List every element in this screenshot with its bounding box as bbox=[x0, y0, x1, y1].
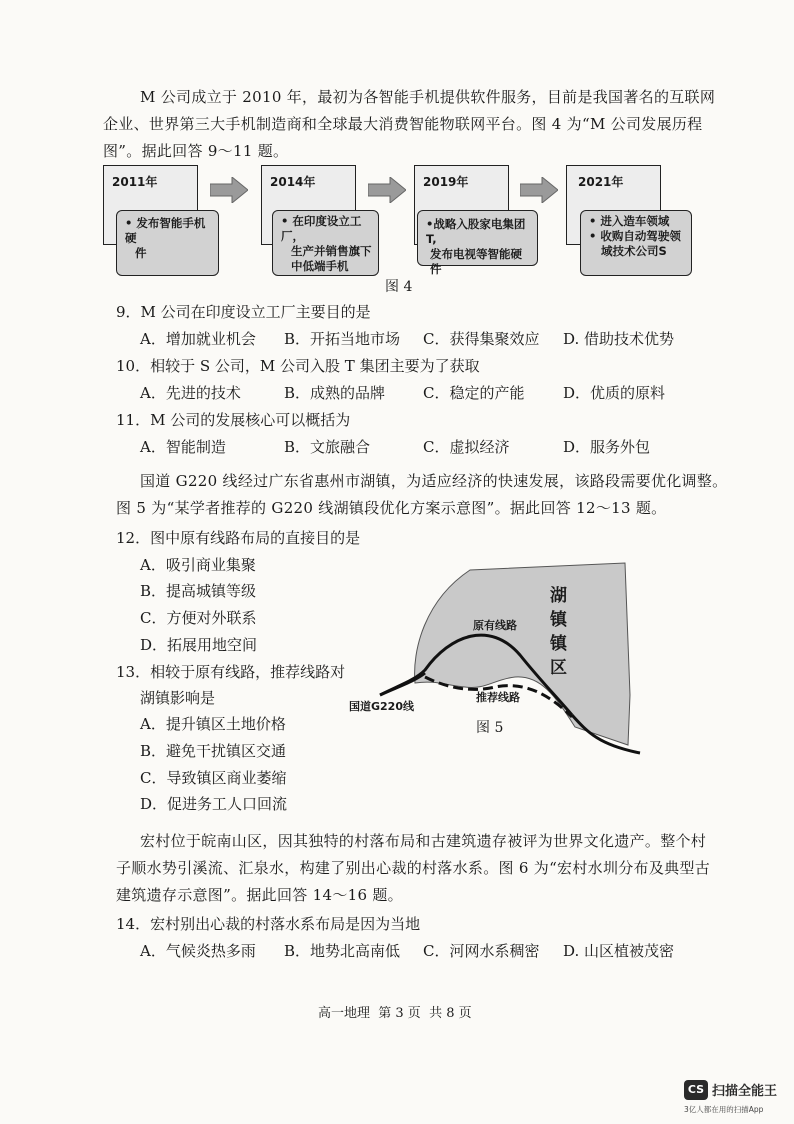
timeline-year-2021: 2021年 bbox=[578, 175, 624, 189]
q13-option-d: D．促进务工人口回流 bbox=[140, 795, 288, 813]
g220-road-label: 国道G220线 bbox=[349, 700, 414, 713]
timeline-event-2014-line3: 中低端手机 bbox=[291, 259, 349, 273]
region-char-1: 湖 bbox=[550, 586, 567, 606]
q11-option-d: D．服务外包 bbox=[563, 438, 651, 456]
arrow-right-icon bbox=[520, 177, 558, 203]
timeline-event-2014-line2: 生产并销售旗下 bbox=[291, 244, 372, 258]
timeline-event-2021-line3: 域技术公司S bbox=[601, 244, 667, 258]
timeline-event-2021-line1: • 进入造车领域 bbox=[589, 214, 670, 228]
q13-option-c: C．导致镇区商业萎缩 bbox=[140, 769, 287, 787]
town-region-label bbox=[550, 584, 567, 680]
q9-option-b: B．开拓当地市场 bbox=[284, 330, 401, 348]
q13-option-a: A．提升镇区土地价格 bbox=[140, 715, 286, 733]
page-footer: 高一地理 第 3 页 共 8 页 bbox=[318, 1006, 472, 1021]
region-char-3: 镇 bbox=[550, 634, 567, 654]
question-10-stem: 10．相较于 S 公司，M 公司入股 T 集团主要为了获取 bbox=[116, 357, 480, 375]
question-13-stem-line2: 湖镇影响是 bbox=[140, 689, 216, 707]
q9-option-d: D. 借助技术优势 bbox=[563, 330, 675, 348]
timeline-event-2019-line1: •战略入股家电集团T, bbox=[426, 217, 526, 246]
intro1-line3: 图”。据此回答 9～11 题。 bbox=[103, 142, 289, 160]
timeline-event-2014-line1: • 在印度设立工厂， bbox=[281, 214, 362, 243]
intro3-line3: 建筑遗存示意图”。据此回答 14～16 题。 bbox=[116, 886, 403, 904]
q12-option-b: B．提高城镇等级 bbox=[140, 582, 257, 600]
timeline-year-2019: 2019年 bbox=[423, 175, 469, 189]
q9-option-c: C．获得集聚效应 bbox=[423, 330, 540, 348]
timeline-event-2021-line2: • 收购自动驾驶领 bbox=[589, 229, 681, 243]
question-14-stem: 14．宏村别出心裁的村落水系布局是因为当地 bbox=[116, 915, 421, 933]
scanner-tagline: 3亿人都在用的扫描App bbox=[684, 1105, 764, 1114]
original-route-label: 原有线路 bbox=[473, 619, 517, 632]
q10-option-a: A．先进的技术 bbox=[140, 384, 241, 402]
q12-option-c: C．方便对外联系 bbox=[140, 609, 257, 627]
q9-option-a: A．增加就业机会 bbox=[140, 330, 256, 348]
q14-option-a: A．气候炎热多雨 bbox=[140, 942, 256, 960]
timeline-event-2011 bbox=[116, 210, 219, 276]
region-char-2: 镇 bbox=[550, 610, 567, 630]
q11-option-b: B．文旅融合 bbox=[284, 438, 371, 456]
arrow-right-icon bbox=[368, 177, 406, 203]
intro3-line2: 子顺水势引溪流、汇泉水，构建了别出心裁的村落水系。图 6 为“宏村水圳分布及典型古 bbox=[116, 859, 711, 877]
q13-option-b: B．避免干扰镇区交通 bbox=[140, 742, 287, 760]
recommended-route-label: 推荐线路 bbox=[476, 691, 520, 704]
timeline-event-2021 bbox=[580, 210, 692, 276]
intro1-line1: M 公司成立于 2010 年，最初为各智能手机提供软件服务，目前是我国著名的互联网 bbox=[140, 88, 716, 106]
question-9-stem: 9．M 公司在印度设立工厂主要目的是 bbox=[116, 303, 371, 321]
q14-option-b: B．地势北高南低 bbox=[284, 942, 401, 960]
timeline-event-2019-line2: 发布电视等智能硬件 bbox=[430, 247, 522, 276]
q11-option-a: A．智能制造 bbox=[140, 438, 226, 456]
q10-option-c: C．稳定的产能 bbox=[423, 384, 525, 402]
question-11-stem: 11．M 公司的发展核心可以概括为 bbox=[116, 411, 351, 429]
figure-4-caption: 图 4 bbox=[385, 279, 413, 295]
q10-option-b: B．成熟的品牌 bbox=[284, 384, 386, 402]
q10-option-d: D．优质的原料 bbox=[563, 384, 666, 402]
timeline-year-2011: 2011年 bbox=[112, 175, 158, 189]
arrow-right-icon bbox=[210, 177, 248, 203]
q12-option-d: D．拓展用地空间 bbox=[140, 636, 258, 654]
intro2-line1: 国道 G220 线经过广东省惠州市湖镇，为适应经济的快速发展，该路段需要优化调整。 bbox=[140, 472, 728, 490]
region-char-4: 区 bbox=[550, 658, 567, 678]
q14-option-c: C．河网水系稠密 bbox=[423, 942, 540, 960]
q14-option-d: D. 山区植被茂密 bbox=[563, 942, 675, 960]
intro3-line1: 宏村位于皖南山区，因其独特的村落布局和古建筑遗存被评为世界文化遗产。整个村 bbox=[140, 832, 707, 850]
q12-option-a: A．吸引商业集聚 bbox=[140, 556, 256, 574]
scanner-logo: CS bbox=[684, 1080, 708, 1100]
question-12-stem: 12．图中原有线路布局的直接目的是 bbox=[116, 529, 361, 547]
timeline-event-2014 bbox=[272, 210, 379, 276]
intro1-line2: 企业、世界第三大手机制造商和全球最大消费智能物联网平台。图 4 为“M 公司发展历程 bbox=[103, 115, 703, 133]
timeline-event-2011-line2: 件 bbox=[135, 246, 147, 260]
timeline-event-2019 bbox=[417, 210, 538, 276]
intro2-line2: 图 5 为“某学者推荐的 G220 线湖镇段优化方案示意图”。据此回答 12～13 题。 bbox=[116, 499, 667, 517]
timeline-event-2011-line1: • 发布智能手机硬 bbox=[125, 216, 206, 245]
figure-5-caption: 图 5 bbox=[476, 720, 504, 736]
timeline-year-2014: 2014年 bbox=[270, 175, 316, 189]
town-area bbox=[415, 563, 630, 745]
figure-5-map bbox=[340, 555, 660, 770]
scanner-app-name: 扫描全能王 bbox=[712, 1084, 778, 1099]
question-13-stem-line1: 13．相较于原有线路，推荐线路对 bbox=[116, 663, 346, 681]
q11-option-c: C．虚拟经济 bbox=[423, 438, 510, 456]
